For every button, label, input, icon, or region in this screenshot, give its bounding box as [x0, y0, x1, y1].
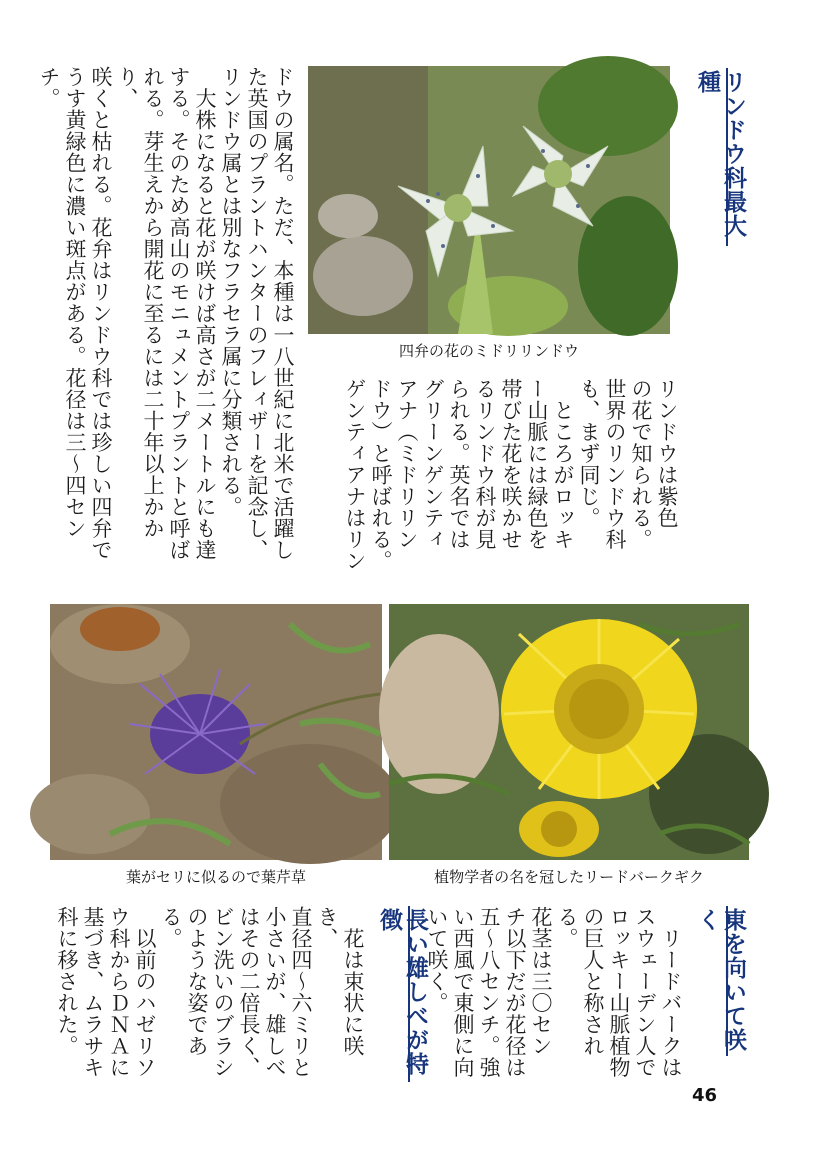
section1-body-text: ドウの属名。ただ、本種は一八世紀に北米で活躍し た英国のプラントハンターのフレィザーを記念し、 リンドウ属とは別なフラセラ属に分類される。 大株になると花が咲けば高さが二メートルにも達 する。そのため高山のモニュメントプラントと呼ば れる。芽生えから開花に至るには二十年以上かかり、 咲くと枯れる。花弁はリンドウ科では珍しい四弁で うす黄緑色に濃い斑点がある。花径は三〜四センチ。	[37, 66, 295, 561]
daisy-photo	[389, 604, 749, 860]
section2-heading: 東を向いて咲く	[694, 908, 746, 1052]
phacelia-caption: 葉がセリに似るので葉芹草	[125, 868, 306, 886]
page-number: 46	[692, 1085, 718, 1106]
phacelia-photo	[50, 604, 382, 860]
gentian-photo	[308, 66, 670, 334]
section3-heading: 長い雄しべが特徴	[376, 908, 428, 1076]
section3-body-text: 花は束状に咲き、 直径四〜六ミリと 小さいが、雄しべ はその二倍長く、 ビン洗いのブラシ のような姿である。 以前のハゼリソ ウ科からＤＮＡに 基づき、ムラサキ 科に移された。	[55, 906, 365, 1078]
section1-heading: リンドウ科最大種	[694, 70, 746, 238]
gentian-caption: 四弁の花のミドリリンドウ	[398, 342, 579, 360]
section1-intro-text: リンドウは紫色 の花で知られる。 世界のリンドウ科 も、まず同じ。 ところがロッキ ー山脈には緑色を 帯びた花を咲かせ るリンドウ科が見 られる。英名では グリーンゲンティ アナ（ミドリリン ドウ）と呼ばれる。 ゲンティアナはリン	[343, 378, 679, 572]
section2-body-text: リードバークは スウェーデン人で ロッキー山脈植物 の巨人と称される。 花茎は三〇セン チ以下だが花径は 五〜八センチ。強 い西風で東側に向 いて咲く。	[425, 906, 683, 1078]
daisy-caption: 植物学者の名を冠したリードバークギク	[434, 868, 704, 886]
